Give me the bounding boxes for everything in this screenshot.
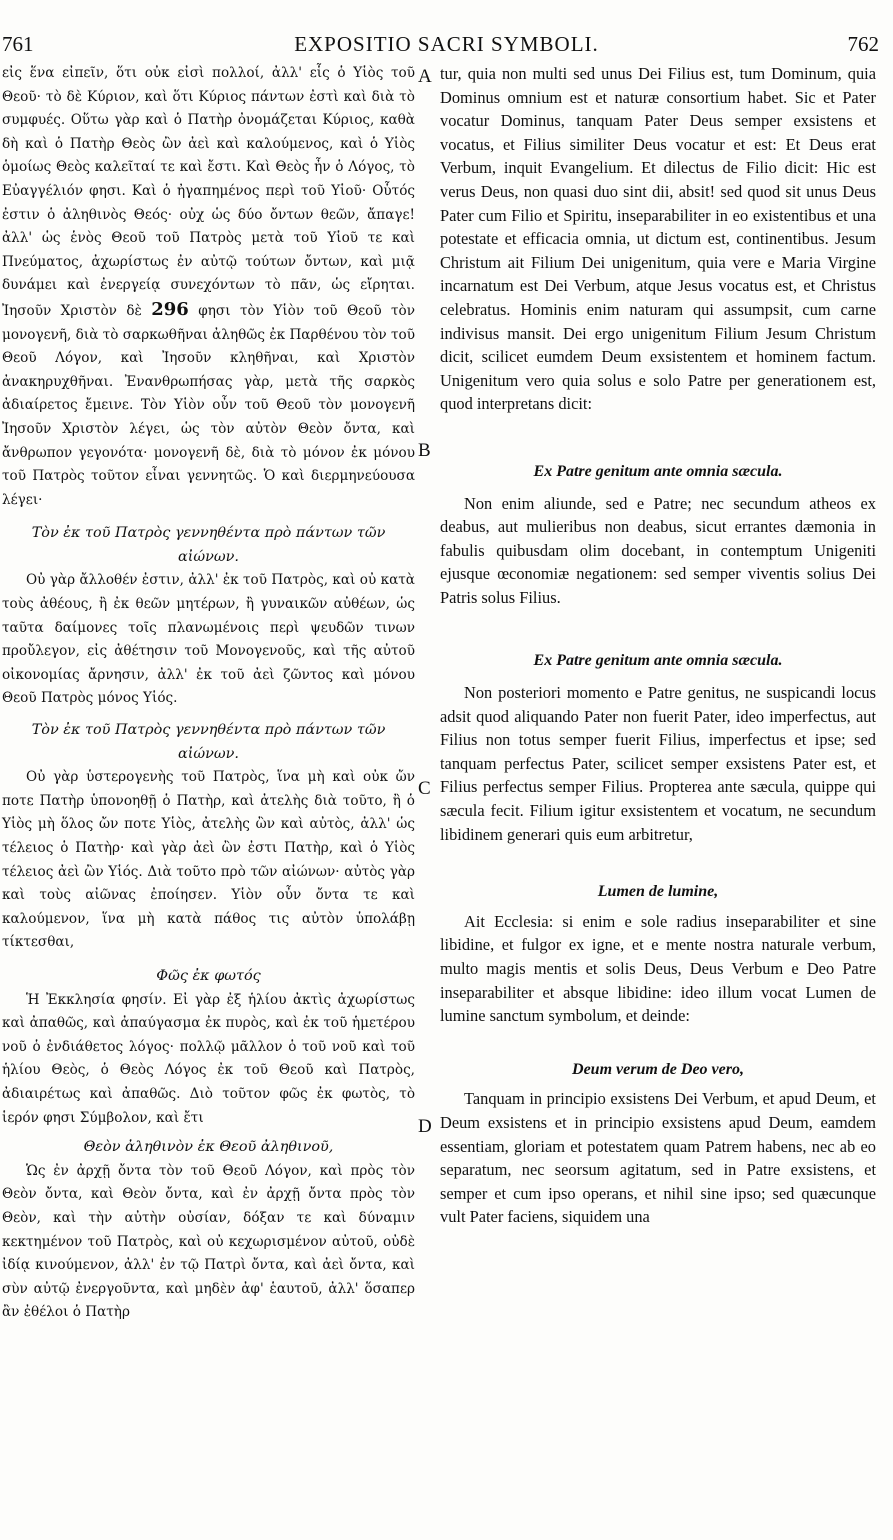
greek-text: εἰς ἕνα εἰπεῖν, ὅτι οὐκ εἰσὶ πολλοί, ἀλλ' εἷς ὁ Υἱὸς τοῦ Θεοῦ· τὸ δὲ Κύριον, καὶ ὅτι Κύριος πάντων ἐστὶ καὶ διὰ τὸ συμφυές. Οὕτω γὰρ καὶ ὁ Πατὴρ ὀνομάζεται Κύριος, καθὰ δὴ καὶ ὁ Πατὴρ Θεὸς ὢν ἀεὶ καὶ καλούμενος, καὶ ὁ Υἱὸς ὁμοίως Θεὸς καλεῖταί τε καὶ ἔστι. Καὶ Θεὸς ἦν ὁ Λόγος, τὸ Εὐαγγέλιόν φησι. Καὶ ὁ ἠγαπημένος περὶ τοῦ Υἱοῦ· Οὗτός ἐστιν ὁ ἀληθινὸς Θεός· οὐχ ὡς δύο ὄντων θεῶν, ἄπαγε! ἀλλ' ὡς ἑνὸς Θεοῦ τοῦ Πατρὸς μετὰ τοῦ Υἱοῦ τε καὶ Πνεύματος, ἀχωρίστως ἐν αὐτῷ τούτων ὄντων, καὶ μιᾷ δυνάμει καὶ ἐνεργείᾳ συνεχόντων τὸ πᾶν, ὡς εἴρηται. Ἰησοῦν Χριστὸν δὲ (2, 65, 415, 319)
latin-column (440, 62, 876, 1229)
page-number-left: 761 (2, 32, 34, 56)
margin-marker-a: A (418, 66, 432, 87)
latin-heading: Deum verum de Deo vero, (572, 1060, 744, 1078)
page-number-right: 762 (847, 32, 879, 56)
running-title: EXPOSITIO SACRI SYMBOLI. (294, 32, 599, 56)
latin-paragraph: Tanquam in principio exsistens Dei Verbum, et apud Deum, et Deum exsistens et in principio exsistens apud Deum, eamdem essentiam, gloriam et potestatem quam Patrem habens, nec ab eo separatum, nec seorsum agitatum, sed in Patre exsistens, et semper et cum ipso operans, et nihil sine ipso; sed quæcunque vult Pater faciens, siquidem una (440, 1089, 876, 1227)
greek-paragraph (2, 62, 415, 512)
greek-heading: Τὸν ἐκ τοῦ Πατρὸς γεννηθέντα πρὸ πάντων τῶν αἰώνων. (31, 722, 386, 762)
margin-markers (416, 0, 440, 1540)
column-number: 296 (151, 298, 189, 320)
greek-paragraph: Οὐ γὰρ ἄλλοθέν ἐστιν, ἀλλ' ἐκ τοῦ Πατρὸς, καὶ οὐ κατὰ τοὺς ἀθέους, ἢ ἐκ θεῶν μητέρων, ἢ γυναικῶν αὐθέων, ὡς ταῦτα δαίμονες τοῖς πλανωμένοις περὶ ψευδῶν τινων προὔλεγον, εἰς ἀθέτησιν τοῦ Μονογενοῦς, καὶ τῆς αὐτοῦ οἰκονομίας ἄρνησιν, ἀλλ' ἐκ τοῦ ἀεὶ ζῶντος καὶ μόνου Θεοῦ Πατρὸς μόνος Υἱός. (2, 572, 415, 707)
latin-paragraph: Non posteriori momento e Patre genitus, ne suspicandi locus adsit quod aliquando Pater non fuerit Pater, ideo imperfectus, aut Filius non totus semper fuerit Filius, imperfectus et ipse; sed tanquam perfectus Pater, scilicet semper exsistens Pater est, et Filius perfectus semper Filius. Propterea ante sæcula, quippe qui sæcula fecit. Filium igitur exsistentem et vocatum, ne secundum libidinem generari quis eum arbitretur, (440, 683, 876, 844)
latin-heading: Lumen de lumine, (597, 883, 719, 901)
greek-paragraph: Οὐ γὰρ ὑστερογενὴς τοῦ Πατρὸς, ἵνα μὴ καὶ οὐκ ὤν ποτε Πατὴρ ὑπονοηθῇ ὁ Πατὴρ, καὶ ἀτελὴς διὰ τοῦτο, ἢ ὁ Υἱὸς μὴ ὅλος ὤν ποτε Υἱὸς, ἀτελὴς ὢν καὶ αὐτὸς, ἀλλ' ὡς τέλειος ὁ Πατὴρ· καὶ γὰρ ἀεὶ ὢν ἐστι Πατὴρ, καὶ ὁ Υἱὸς τέλειος ἀεὶ ὢν Υἱός. Διὰ τοῦτο πρὸ τῶν αἰώνων· αὐτὸς γὰρ καὶ τοὺς αἰῶνας ἐποίησεν. Υἱὸν οὖν ὄντα τε καὶ καλούμενον, ἵνα μὴ κατὰ πάθος τις αὐτὸν ὑπολάβῃ τίκτεσθαι, (2, 769, 415, 951)
latin-heading: Ex Patre genitum ante omnia sæcula. (533, 652, 783, 670)
greek-heading: Τὸν ἐκ τοῦ Πατρὸς γεννηθέντα πρὸ πάντων τῶν αἰώνων. (31, 525, 386, 565)
margin-marker-b: B (418, 440, 431, 461)
margin-marker-c: C (418, 778, 431, 799)
latin-paragraph: tur, quia non multi sed unus Dei Filius est, tum Dominum, quia Dominus omnium est et naturæ consortium habet. Sic et Pater vocatur Dominus, tanquam Pater Deus semper exsistens et vocatus, et Filius similiter Deus vocatur et est: Et Deus erat Verbum, inquit Evangelium. Et dilectus de Filio dicit: Hic est verus Deus, non quasi duo sint dii, absit! sed quod sit unus Deus Pater cum Filio et Spiritu, inseparabiliter in eo existentibus et una potestate et efficacia omnia, ut dictum est, continentibus. Jesum Christum ait Filium Dei unigenitum, quia vere e Maria Virgine incarnatum est Dei Verbum, atque Jesus vocatus est, et Christus celebratus. Hominis enim naturam qui assumpsit, cum carne indivisus mansit. Dei ergo unigenitum Filium Jesum Christum dicit, scilicet eumdem Deum exsistentem et hominem factum. Unigenitum vero quia solus e solo Patre per generationem est, quod interpretans dicit: (440, 64, 876, 414)
greek-text: φησι τὸν Υἱὸν τοῦ Θεοῦ τὸν μονογενῆ, διὰ τὸ σαρκωθῆναι ἀληθῶς ἐκ Παρθένου τὸν τοῦ Θεοῦ Λόγον, καὶ Ἰησοῦν κληθῆναι, καὶ Χριστὸν ἀνακηρυχθῆναι. Ἐνανθρωπήσας γὰρ, μετὰ τῆς σαρκὸς ἀδιαίρετος ἔμεινε. Τὸν Υἱὸν οὖν τοῦ Θεοῦ τὸν μονογενῆ Ἰησοῦν Χριστὸν λέγει, ὡς τὸν αὐτὸν Θεὸν ὄντα, καὶ ἄνθρωπον γεγονότα· μονογενῆ δὲ, διὰ τὸ μόνον ἐκ μόνου τοῦ Πατρὸς τοῦτον εἶναι γεννητῶς. Ὁ καὶ διερμηνεύουσα λέγει· (2, 302, 415, 508)
margin-marker-d: D (418, 1116, 432, 1137)
greek-heading: Θεὸν ἀληθινὸν ἐκ Θεοῦ ἀληθινοῦ, (83, 1139, 334, 1156)
greek-heading: Φῶς ἐκ φωτός (156, 967, 261, 984)
greek-paragraph: Ἡ Ἐκκλησία φησίν. Εἰ γὰρ ἐξ ἡλίου ἀκτὶς ἀχωρίστως καὶ ἀπαθῶς, καὶ ἀπαύγασμα ἐκ πυρὸς, καὶ ἐκ τοῦ ἡμετέρου νοῦ ὁ ἐνδιάθετος λόγος· πολλῷ μᾶλλον ὁ τοῦ νοῦ καὶ τοῦ ἡλίου Θεὸς, ὁ Θεὸς Λόγος ἐκ τοῦ Θεοῦ καὶ Πατρὸς, ἀδιαιρέτως καὶ ἀπαθῶς. Διὸ τοῦτον φῶς ἐκ φωτὸς, τὸ ἱερόν φησι Σύμβολον, καὶ ἔτι (2, 991, 415, 1126)
greek-paragraph: Ὡς ἐν ἀρχῇ ὄντα τὸν τοῦ Θεοῦ Λόγον, καὶ πρὸς τὸν Θεὸν ὄντα, καὶ Θεὸν ὄντα, καὶ ἐν ἀρχῇ ὄντα πρὸς τὸν Θεὸν, καὶ τὴν αὐτὴν οὐσίαν, δόξαν τε καὶ δύναμιν κεκτημένον τοῦ Πατρὸς, καὶ οὐ κεχωρισμένον αὐτοῦ, οὐδὲ ἰδίᾳ κινούμενον, ἀλλ' ἐν τῷ Πατρὶ ὄντα, καὶ ἀεὶ ὄντα, καὶ σὺν αὐτῷ ἐνεργοῦντα, καὶ μηδὲν ἀφ' ἑαυτοῦ, ἀλλ' ὅσαπερ ἂν ἐθέλοι ὁ Πατὴρ (2, 1162, 415, 1321)
page-header (0, 28, 893, 62)
greek-column (2, 62, 415, 1325)
latin-heading: Ex Patre genitum ante omnia sæcula. (533, 462, 783, 480)
latin-paragraph: Non enim aliunde, sed e Patre; nec secundum atheos ex deabus, aut mulieribus non deabus, sicut errantes dæmonia in fabulis quibusdam olim docebant, in contemptum Unigeniti ejusque œconomiæ negationem: sed semper viventis solius Dei Patris solus Filius. (440, 493, 876, 607)
latin-paragraph: Ait Ecclesia: si enim e sole radius inseparabiliter et sine libidine, et fulgor ex igne, et e mente nostra naturale verbum, multo magis mentis et solis Deus, Deus Verbum e Deo Patre inseparabiliter et absque libidine: ideo illum vocat Lumen de lumine sanctum symbolum, et deinde: (440, 911, 876, 1026)
